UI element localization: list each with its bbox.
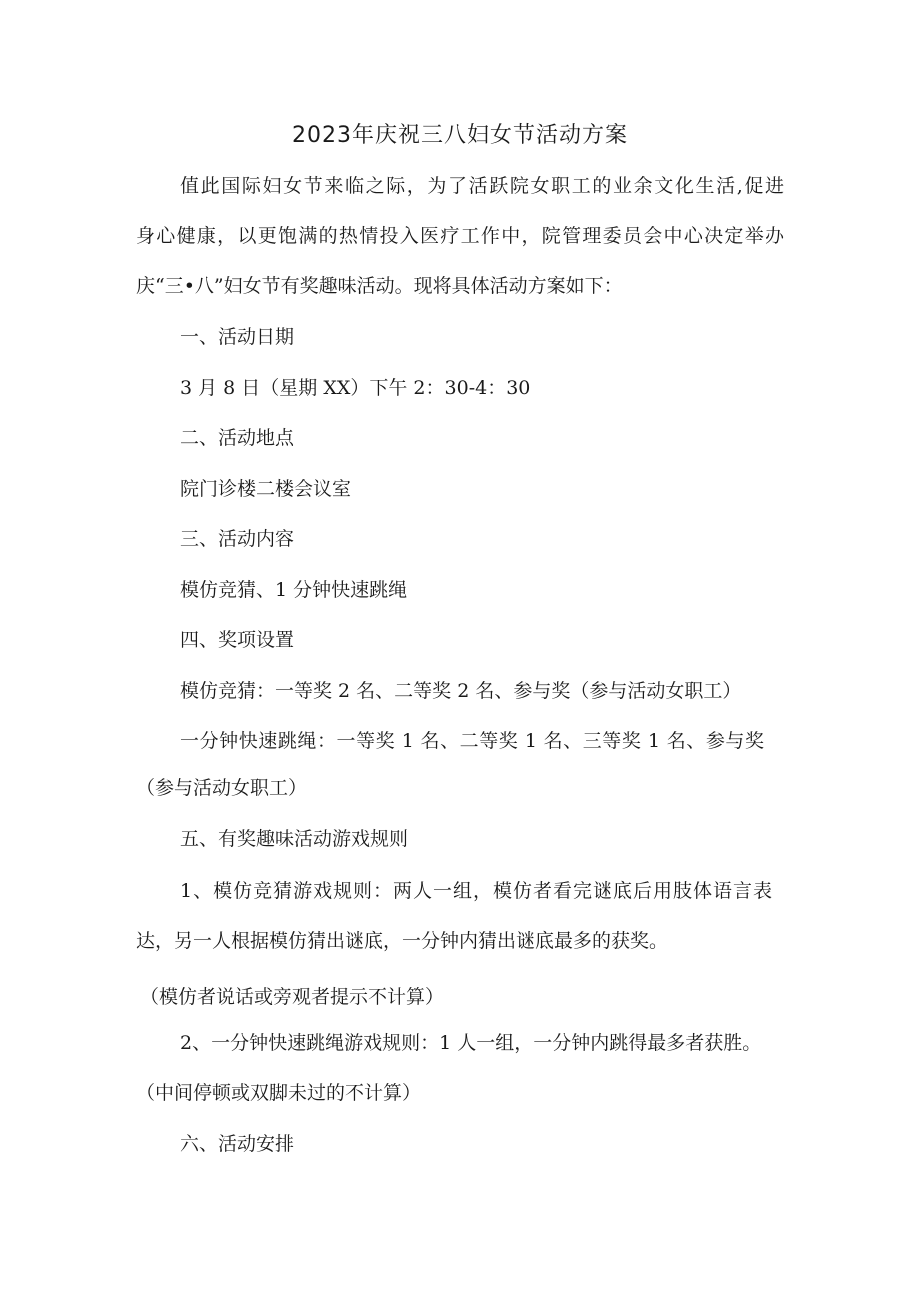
rule-mime-line-1: 1、模仿竞猜游戏规则：两人一组，模仿者看完谜底后用肢体语言表 bbox=[180, 880, 772, 902]
section-heading-location: 二、活动地点 bbox=[180, 427, 295, 449]
intro-line-2: 身心健康，以更饱满的热情投入医疗工作中，院管理委员会中心决定举办 bbox=[136, 225, 784, 247]
rule-mime-note: （模仿者说话或旁观者提示不计算） bbox=[140, 986, 445, 1008]
document-title: 2023年庆祝三八妇女节活动方案 bbox=[292, 123, 628, 148]
section-heading-rules: 五、有奖趣味活动游戏规则 bbox=[180, 828, 409, 850]
award-rope-skipping-line-2: （参与活动女职工） bbox=[136, 777, 308, 799]
section-heading-arrangement: 六、活动安排 bbox=[180, 1133, 295, 1155]
rule-rope-note: （中间停顿或双脚未过的不计算） bbox=[136, 1082, 422, 1104]
intro-line-3: 庆“三•八”妇女节有奖趣味活动。现将具体活动方案如下： bbox=[136, 275, 623, 297]
rule-rope-line-1: 2、一分钟快速跳绳游戏规则：1 人一组，一分钟内跳得最多者获胜。 bbox=[180, 1032, 762, 1054]
section-heading-awards: 四、奖项设置 bbox=[180, 629, 295, 651]
intro-line-1: 值此国际妇女节来临之际，为了活跃院女职工的业余文化生活,促进 bbox=[180, 175, 784, 197]
activity-content: 模仿竞猜、1 分钟快速跳绳 bbox=[180, 579, 408, 601]
rule-mime-line-2: 达，另一人根据模仿猜出谜底，一分钟内猜出谜底最多的获奖。 bbox=[136, 930, 669, 952]
award-rope-skipping-line-1: 一分钟快速跳绳：一等奖 1 名、二等奖 1 名、三等奖 1 名、参与奖 bbox=[180, 730, 764, 752]
award-mime-guessing: 模仿竞猜：一等奖 2 名、二等奖 2 名、参与奖（参与活动女职工） bbox=[180, 680, 742, 702]
activity-location: 院门诊楼二楼会议室 bbox=[180, 478, 352, 500]
section-heading-date: 一、活动日期 bbox=[180, 326, 295, 348]
section-heading-content: 三、活动内容 bbox=[180, 528, 295, 550]
activity-date: 3 月 8 日（星期 XX）下午 2：30-4：30 bbox=[180, 377, 531, 399]
